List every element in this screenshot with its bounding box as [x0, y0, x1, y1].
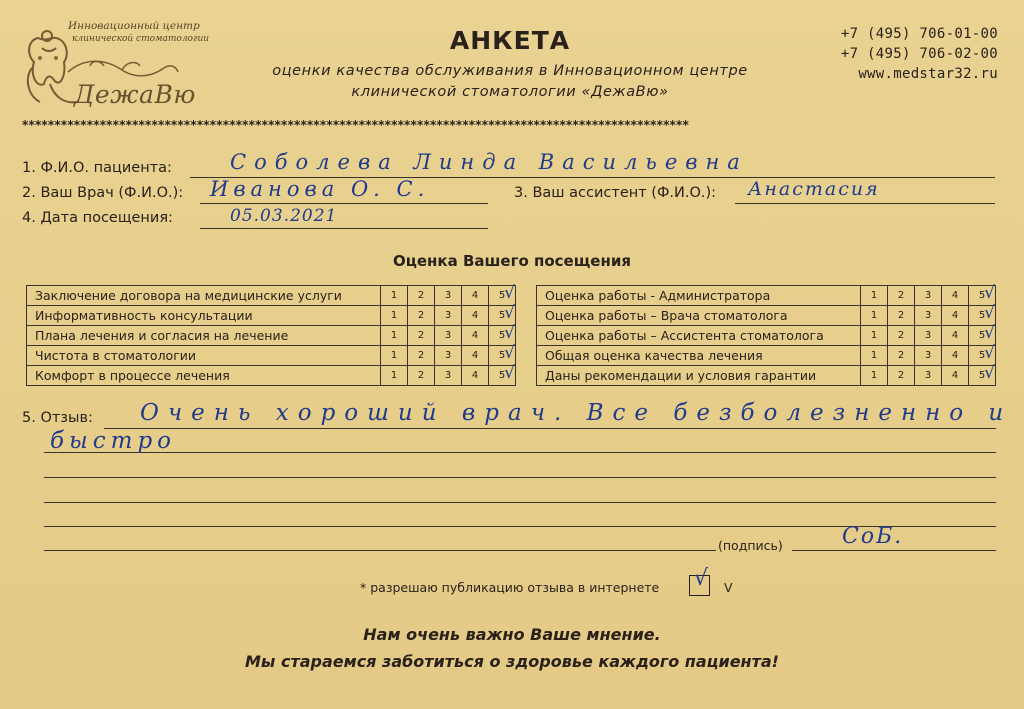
rating-score-number: 2 — [897, 350, 905, 361]
rating-score-1[interactable] — [861, 286, 888, 306]
rating-criterion: Даны рекомендации и условия гарантии — [537, 366, 861, 386]
rating-score-2[interactable] — [888, 286, 915, 306]
rating-score-number: 3 — [924, 370, 932, 381]
rating-score-4[interactable] — [462, 366, 489, 386]
rating-score-number: 4 — [951, 310, 959, 321]
rating-table-right — [536, 285, 996, 386]
rating-score-number: 3 — [924, 350, 932, 361]
rating-score-number: 5 — [978, 370, 986, 381]
rating-score-2[interactable] — [888, 346, 915, 366]
rating-score-number: 2 — [897, 290, 905, 301]
rating-criterion: Общая оценка качества лечения — [537, 346, 861, 366]
rating-row-right-2 — [537, 306, 996, 326]
rating-checkmark: √ — [984, 343, 995, 363]
rating-criterion: Информативность консультации — [27, 306, 381, 326]
review-label: 5. Отзыв: — [22, 410, 93, 426]
rating-row-right-3 — [537, 326, 996, 346]
date-label: 4. Дата посещения: — [22, 210, 173, 226]
rating-score-number: 1 — [390, 350, 398, 361]
rating-score-number: 3 — [444, 350, 452, 361]
rating-score-number: 2 — [897, 330, 905, 341]
rating-row-right-4 — [537, 346, 996, 366]
subtitle-line-1: оценки качества обслуживания в Инновационном центре — [272, 63, 748, 79]
star-divider: ******************************************************************************************************* — [22, 118, 689, 132]
rating-score-1[interactable] — [381, 286, 408, 306]
rating-checkmark: √ — [984, 303, 995, 323]
website: www.medstar32.ru — [858, 66, 998, 82]
rating-row-left-4 — [27, 346, 516, 366]
rating-score-number: 4 — [951, 330, 959, 341]
rating-checkmark: √ — [504, 323, 515, 343]
rating-score-number: 3 — [924, 310, 932, 321]
rating-score-number: 1 — [870, 330, 878, 341]
rating-score-3[interactable] — [435, 326, 462, 346]
rating-score-number: 2 — [417, 370, 425, 381]
rating-checkmark: √ — [984, 283, 995, 303]
patient-label: 1. Ф.И.О. пациента: — [22, 160, 172, 176]
form-title: АНКЕТА — [449, 26, 571, 55]
signature-line-left — [44, 550, 716, 551]
rating-score-2[interactable] — [408, 286, 435, 306]
rating-row-left-1 — [27, 286, 516, 306]
rating-checkmark: √ — [504, 303, 515, 323]
rating-score-number: 1 — [870, 290, 878, 301]
rating-score-number: 1 — [390, 310, 398, 321]
phone-2: +7 (495) 706-02-00 — [840, 46, 998, 62]
rating-score-number: 3 — [444, 330, 452, 341]
rating-row-right-1 — [537, 286, 996, 306]
rating-score-number: 2 — [417, 350, 425, 361]
rating-score-number: 5 — [978, 350, 986, 361]
phone-1: +7 (495) 706-01-00 — [840, 26, 998, 42]
rating-score-3[interactable] — [915, 366, 942, 386]
rating-checkmark: √ — [504, 283, 515, 303]
rating-score-3[interactable] — [435, 286, 462, 306]
rating-row-left-5 — [27, 366, 516, 386]
rating-score-number: 2 — [417, 290, 425, 301]
rating-score-4[interactable] — [462, 286, 489, 306]
rating-score-number: 2 — [897, 370, 905, 381]
review-line-2 — [44, 452, 996, 453]
rating-score-2[interactable] — [408, 366, 435, 386]
rating-score-number: 1 — [390, 290, 398, 301]
signature-line-right — [792, 550, 996, 551]
rating-score-number: 5 — [498, 290, 506, 301]
rating-score-number: 5 — [978, 310, 986, 321]
rating-score-1[interactable] — [861, 346, 888, 366]
consent-checkmark: √ — [694, 566, 709, 591]
rating-score-3[interactable] — [435, 366, 462, 386]
rating-score-1[interactable] — [861, 366, 888, 386]
rating-score-3[interactable] — [435, 306, 462, 326]
rating-score-number: 4 — [951, 370, 959, 381]
rating-score-number: 1 — [870, 350, 878, 361]
rating-score-number: 3 — [924, 330, 932, 341]
subtitle-line-2: клинической стоматологии «ДежаВю» — [351, 84, 669, 100]
review-line-1 — [104, 428, 996, 429]
rating-score-number: 4 — [471, 290, 479, 301]
doctor-label: 2. Ваш Врач (Ф.И.О.): — [22, 185, 184, 201]
date-value: 05.03.2021 — [230, 206, 338, 226]
rating-criterion: Чистота в стоматологии — [27, 346, 381, 366]
rating-score-1[interactable] — [861, 326, 888, 346]
consent-text: * разрешаю публикацию отзыва в интернете — [360, 580, 660, 595]
rating-score-2[interactable] — [408, 306, 435, 326]
contact-block — [841, 24, 998, 84]
rating-criterion: Оценка работы – Врача стоматолога — [537, 306, 861, 326]
review-text-1: Очень хороший врач. Все безболезненно и — [140, 400, 1013, 426]
rating-score-5[interactable] — [489, 363, 516, 386]
assistant-line — [735, 203, 995, 204]
rating-score-number: 3 — [444, 310, 452, 321]
rating-score-number: 5 — [978, 290, 986, 301]
rating-score-4[interactable] — [462, 346, 489, 366]
rating-score-number: 5 — [978, 330, 986, 341]
review-text-2: быстро — [50, 428, 177, 454]
rating-score-3[interactable] — [915, 306, 942, 326]
rating-checkmark: √ — [504, 363, 515, 383]
rating-score-number: 4 — [951, 290, 959, 301]
rating-score-number: 3 — [444, 370, 452, 381]
rating-score-2[interactable] — [888, 306, 915, 326]
footer-line-2: Мы стараемся заботиться о здоровье каждого пациента! — [245, 652, 779, 671]
footer-line-1: Нам очень важно Ваше мнение. — [363, 625, 661, 644]
rating-score-number: 3 — [444, 290, 452, 301]
logo-line-1: Инновационный центр — [68, 20, 200, 32]
rating-score-4[interactable] — [942, 346, 969, 366]
rating-score-number: 4 — [471, 310, 479, 321]
clinic-logo — [20, 18, 210, 118]
rating-score-3[interactable] — [915, 286, 942, 306]
rating-score-2[interactable] — [408, 326, 435, 346]
rating-score-number: 4 — [951, 350, 959, 361]
rating-criterion: Заключение договора на медицинские услуги — [27, 286, 381, 306]
rating-score-2[interactable] — [888, 366, 915, 386]
rating-score-number: 5 — [498, 330, 506, 341]
rating-score-1[interactable] — [861, 306, 888, 326]
rating-score-1[interactable] — [381, 346, 408, 366]
rating-score-3[interactable] — [435, 346, 462, 366]
logo-line-2: клинической стоматологии — [72, 34, 210, 44]
rating-score-number: 1 — [870, 310, 878, 321]
rating-score-number: 5 — [498, 370, 506, 381]
rating-score-number: 1 — [390, 330, 398, 341]
rating-row-left-2 — [27, 306, 516, 326]
rating-score-4[interactable] — [462, 306, 489, 326]
rating-criterion: Комфорт в процессе лечения — [27, 366, 381, 386]
rating-score-number: 5 — [498, 310, 506, 321]
rating-score-number: 2 — [897, 310, 905, 321]
rating-score-1[interactable] — [381, 326, 408, 346]
rating-score-4[interactable] — [942, 366, 969, 386]
rating-section-title: Оценка Вашего посещения — [393, 252, 631, 270]
assistant-label: 3. Ваш ассистент (Ф.И.О.): — [514, 185, 717, 201]
rating-score-1[interactable] — [381, 366, 408, 386]
rating-row-right-5 — [537, 366, 996, 386]
rating-score-4[interactable] — [942, 306, 969, 326]
rating-score-number: 5 — [498, 350, 506, 361]
rating-score-number: 4 — [471, 330, 479, 341]
signature-value: СоБ. — [842, 524, 904, 549]
rating-score-3[interactable] — [915, 326, 942, 346]
rating-criterion: Оценка работы – Ассистента стоматолога — [537, 326, 861, 346]
rating-score-1[interactable] — [381, 306, 408, 326]
consent-letter: V — [724, 580, 733, 595]
form-subtitle — [215, 61, 805, 103]
date-line — [200, 228, 488, 229]
rating-score-number: 2 — [417, 310, 425, 321]
doctor-value: Иванова О. С. — [210, 177, 430, 201]
rating-score-3[interactable] — [915, 346, 942, 366]
assistant-value: Анастасия — [748, 178, 880, 200]
rating-table-left — [26, 285, 516, 386]
logo-name: ДежаВю — [74, 80, 196, 109]
rating-score-number: 3 — [924, 290, 932, 301]
rating-checkmark: √ — [984, 363, 995, 383]
rating-score-4[interactable] — [942, 286, 969, 306]
rating-row-left-3 — [27, 326, 516, 346]
rating-criterion: Оценка работы - Администратора — [537, 286, 861, 306]
rating-checkmark: √ — [984, 323, 995, 343]
rating-score-number: 2 — [417, 330, 425, 341]
rating-score-number: 1 — [390, 370, 398, 381]
rating-score-4[interactable] — [462, 326, 489, 346]
patient-value: Соболева Линда Васильевна — [230, 150, 748, 174]
rating-score-2[interactable] — [888, 326, 915, 346]
review-line-3 — [44, 477, 996, 478]
rating-checkmark: √ — [504, 343, 515, 363]
rating-score-5[interactable] — [969, 363, 996, 386]
signature-label: (подпись) — [718, 538, 783, 553]
rating-criterion: Плана лечения и согласия на лечение — [27, 326, 381, 346]
doctor-line — [200, 203, 488, 204]
rating-score-number: 4 — [471, 370, 479, 381]
review-line-4 — [44, 502, 996, 503]
rating-score-2[interactable] — [408, 346, 435, 366]
rating-score-number: 1 — [870, 370, 878, 381]
rating-score-number: 4 — [471, 350, 479, 361]
rating-score-4[interactable] — [942, 326, 969, 346]
